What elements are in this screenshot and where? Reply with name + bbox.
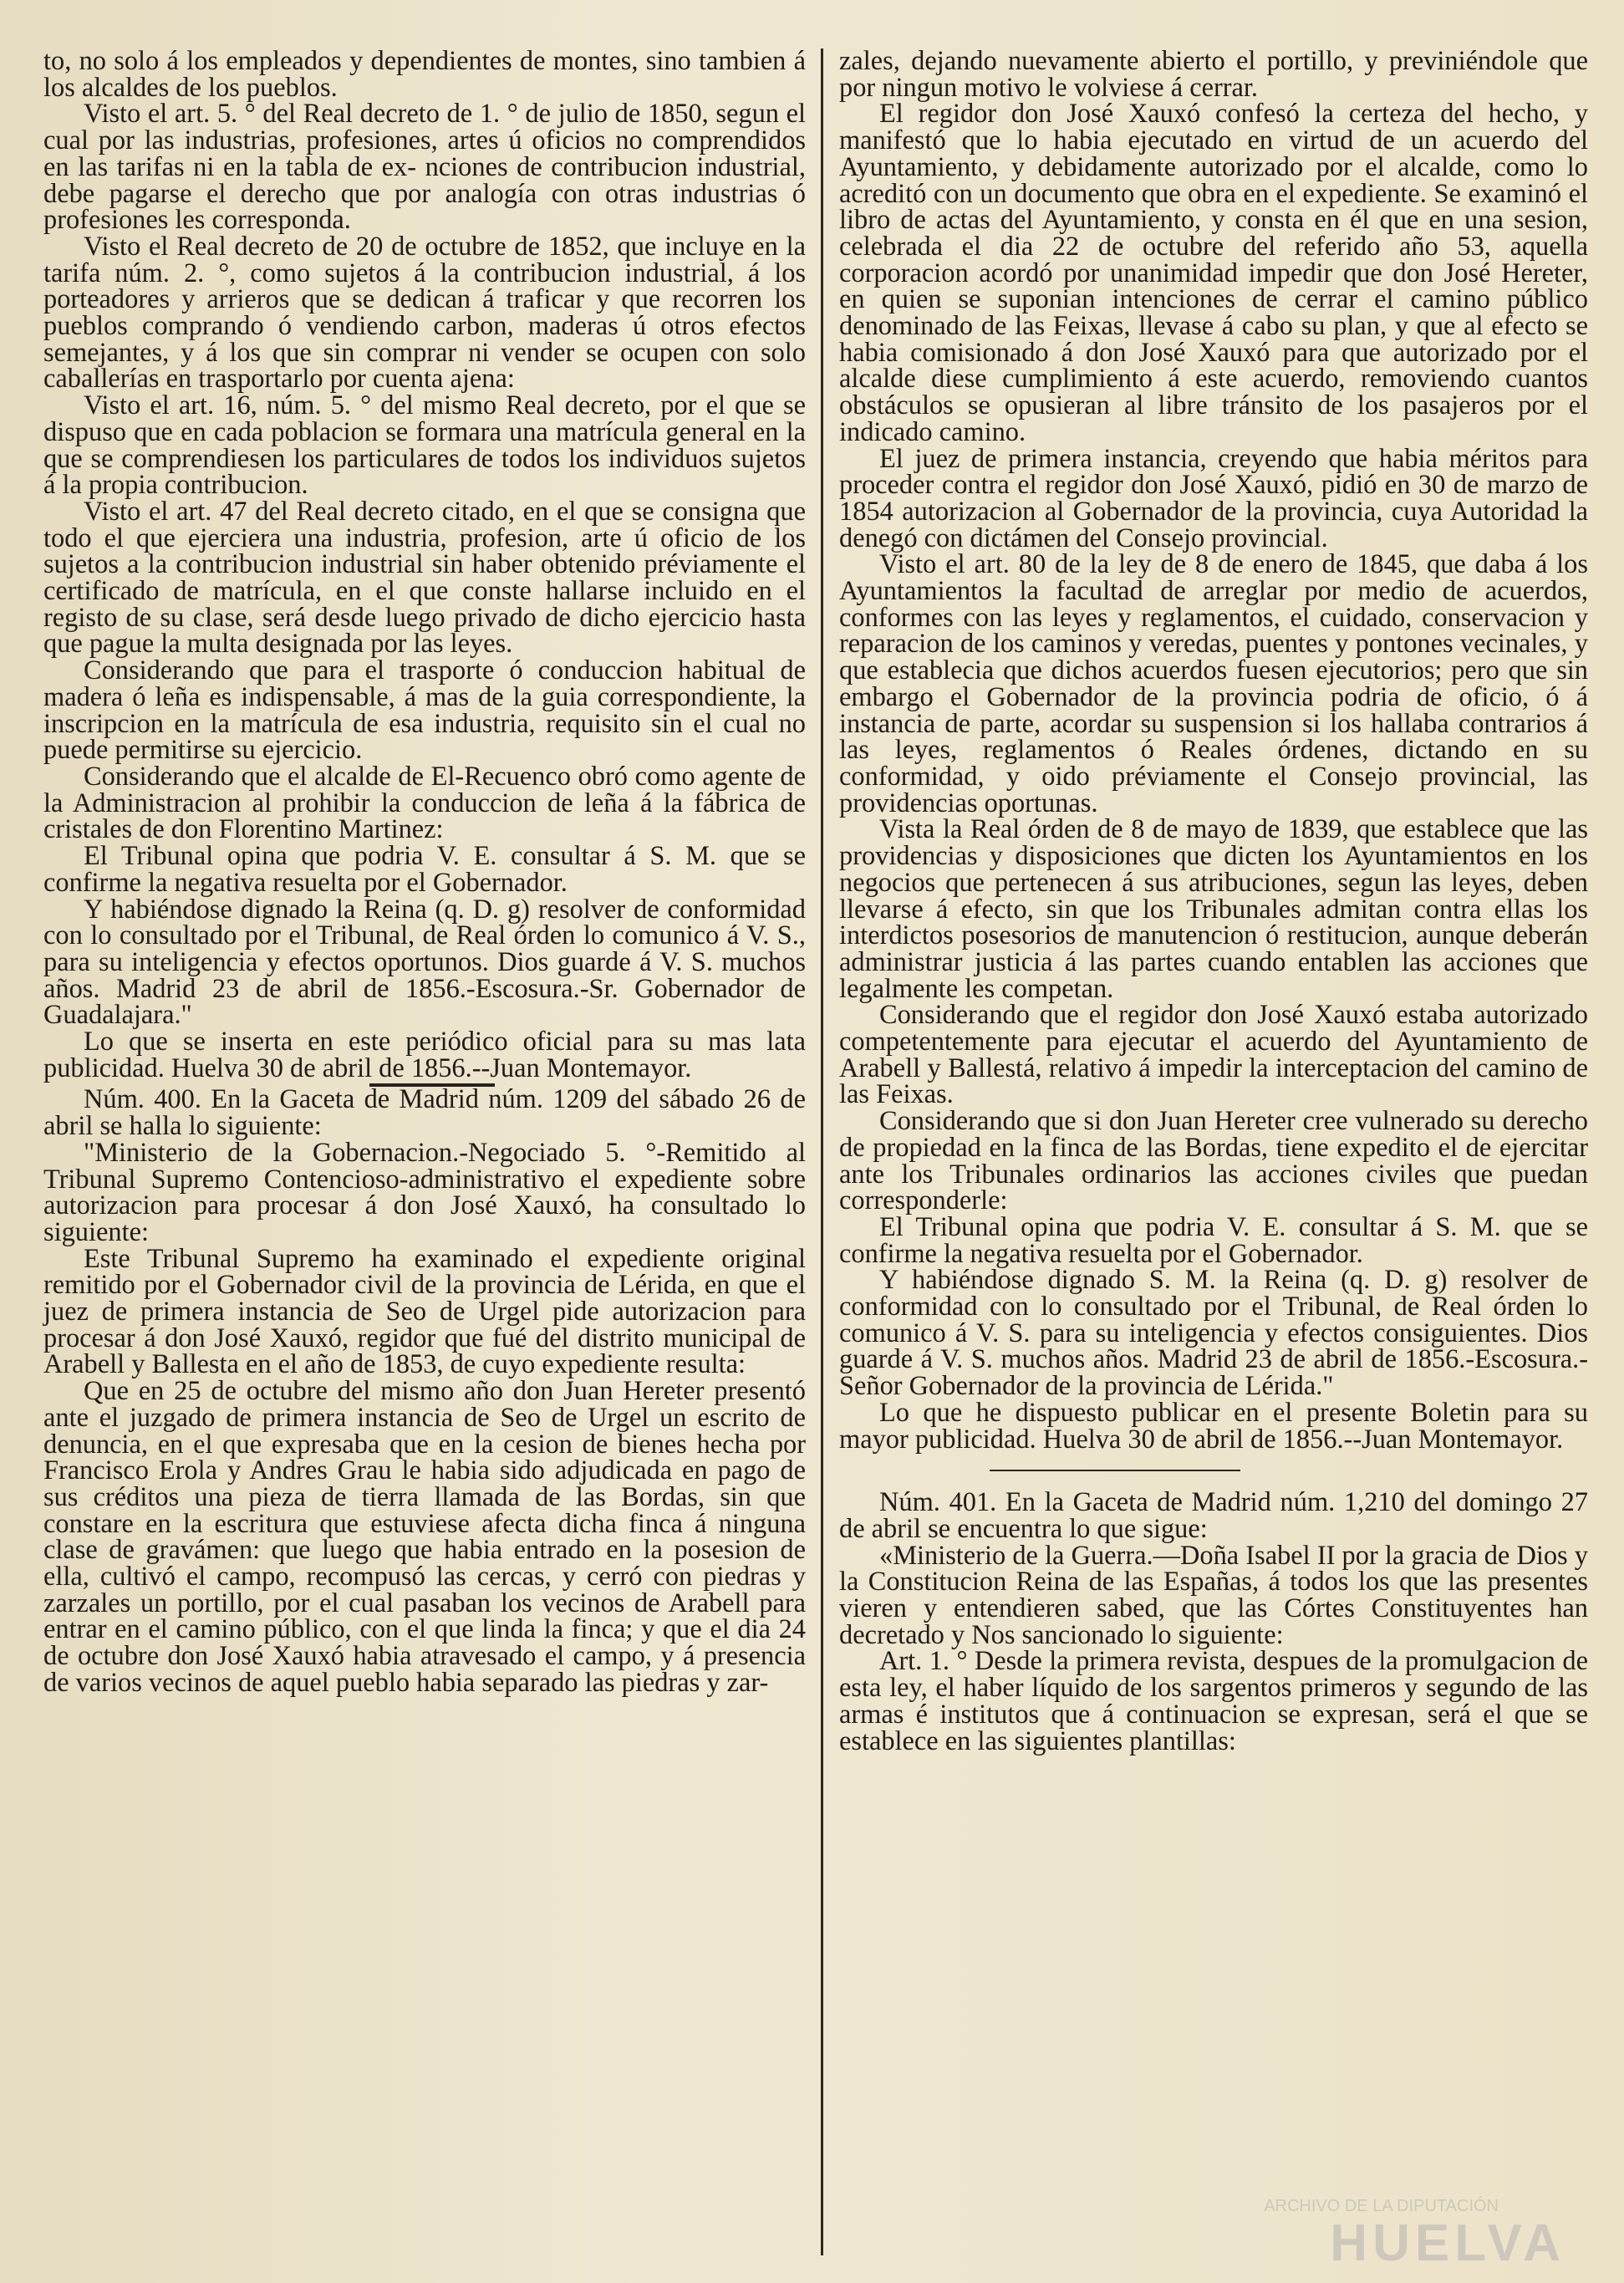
paragraph: "Ministerio de la Gobernacion.-Negociado 5. °-Remitido al Tribunal Supremo Contencioso-administrativo el expediente sobre autorizacion para procesar á don José Xauxó, ha consultado lo siguiente: — [43, 1137, 806, 1247]
paragraph: Y habiéndose dignado S. M. la Reina (q. D. g) resolver de conformidad con lo consultado por el Tribunal, de Real órden lo comunico á V. S. para su inteligencia y efectos consiguientes. Dios guarde á V. S. muchos años. Madrid 23 de abril de 1856.-Escosura.-Señor Gobernador de la provincia de Lérida." — [839, 1265, 1588, 1402]
paragraph: zales, dejando nuevamente abierto el portillo, y previniéndole que por ningun motivo le volviese á cerrar. — [839, 46, 1588, 103]
paragraph: El Tribunal opina que podria V. E. consultar á S. M. que se confirme la negativa resuelta por el Gobernador. — [43, 841, 806, 898]
paragraph: Considerando que el regidor don José Xauxó estaba autorizado competentemente para ejecutar el acuerdo del Ayuntamiento de Arabell y Ballestá, relativo á impedir la interceptacion del camino de las Feixas. — [839, 1000, 1588, 1110]
left-column — [43, 48, 806, 2245]
paragraph: Considerando que si don Juan Hereter cree vulnerado su derecho de propiedad en la finca de las Bordas, tiene expedito el de ejercitar ante los Tribunales ordinarios las acciones civiles que puedan corresponderle: — [839, 1106, 1588, 1216]
paragraph: Art. 1. ° Desde la primera revista, despues de la promulgacion de esta ley, el haber líquido de los sargentos primeros y segundo de las armas é institutos que á continuacion se expresan, será el que se establece en las siguientes plantillas: — [839, 1646, 1588, 1756]
paragraph: El juez de primera instancia, creyendo que habia méritos para proceder contra el regidor don José Xauxó, pidió en 30 de marzo de 1854 autorizacion al Gobernador de la provincia, cuya Autoridad la denegó con dictámen del Consejo provincial. — [839, 443, 1588, 553]
section-heading-401: Núm. 401. En la Gaceta de Madrid núm. 1,210 del domingo 27 de abril se encuentra lo que sigue: — [839, 1487, 1588, 1544]
paragraph: Que en 25 de octubre del mismo año don Juan Hereter presentó ante el juzgado de primera instancia de Seo de Urgel un escrito de denuncia, en el que expresaba que en la cesion de bienes hecha por Francisco Erola y Andres Grau le habia sido adjudicada en pago de sus créditos una pieza de tierra llamada de las Bordas, sin que constare en la escritura que estuviese afecta dicha finca á ninguna clase de gravámen: que luego que habia entrado en la posesion de ella, cultivó el campo, recompusó las cercas, y cerró con piedras y zarzales un portillo, por el cual pasaban los vecinos de Arabell para entrar en el camino público, con el que linda la finca; y que el dia 24 de octubre don José Xauxó habia atravesado el campo, y á presencia de varios vecinos de aquel pueblo habia separado las piedras y zar- — [43, 1376, 806, 1698]
paragraph: El regidor don José Xauxó confesó la certeza del hecho, y manifestó que lo habia ejecutado en virtud de un acuerdo del Ayuntamiento, y debidamente autorizado por el alcalde, como lo acreditó con un documento que obra en el expediente. Se examinó el libro de actas del Ayuntamiento, y consta en él que en una sesion, celebrada el dia 22 de octubre del referido año 53, aquella corporacion acordó por unanimidad impedir que don José Hereter, en quien se suponian intenciones de cerrar el camino público denominado de las Feixas, llevase á cabo su plan, y que al efecto se habia comisionado á don José Xauxó para que autorizado por el alcalde diese cumplimiento á este acuerdo, removiendo cuantos obstáculos se opusieran al libre tránsito de los pasajeros por el indicado camino. — [839, 99, 1588, 447]
paragraph: «Ministerio de la Guerra.—Doña Isabel II por la gracia de Dios y la Constitucion Reina de las Españas, á todos los que las presentes vieren y entendieren sabed, que las Córtes Constituyentes han decretado y Nos sancionado lo siguiente: — [839, 1540, 1588, 1650]
paragraph: Este Tribunal Supremo ha examinado el expediente original remitido por el Gobernador civil de la provincia de Lérida, en que el juez de primera instancia de Seo de Urgel pide autorizacion para procesar á don José Xauxó, regidor que fué del distrito municipal de Arabell y Ballesta en el año de 1853, de cuyo expediente resulta: — [43, 1243, 806, 1380]
paragraph: Lo que se inserta en este periódico oficial para su mas lata publicidad. Huelva 30 de abril de 1856.--Juan Montemayor. — [43, 1027, 806, 1083]
paragraph: Considerando que el alcalde de El-Recuenco obró como agente de la Administracion al prohibir la conduccion de leña á la fábrica de cristales de don Florentino Martinez: — [43, 761, 806, 845]
paragraph: Visto el art. 16, núm. 5. ° del mismo Real decreto, por el que se dispuso que en cada poblacion se formara una matrícula general en la que se comprendiesen los particulares de todos los individuos sujetos á la propia contribucion. — [43, 390, 806, 501]
section-divider — [990, 1470, 1240, 1471]
paragraph: Visto el art. 47 del Real decreto citado, en el que se consigna que todo el que ejerciera una industria, profesion, arte ú oficio de los sujetos a la contribucion industrial sin haber obtenido préviamente el certificado de matrícula, en el que conste hallarse incluido en el registo de su clase, será desde luego privado de dicho ejercicio hasta que pague la multa designada por las leyes. — [43, 496, 806, 660]
column-rule — [821, 48, 823, 2255]
paragraph: El Tribunal opina que podria V. E. consultar á S. M. que se confirme la negativa resuelta por el Gobernador. — [839, 1211, 1588, 1269]
paragraph: Visto el art. 5. ° del Real decreto de 1. ° de julio de 1850, segun el cual por las industrias, profesiones, artes ú oficios no comprendidos en las tarifas ni en la tabla de ex‑ nciones de contribucion industrial, debe pagarse el derecho que por analogía con otras industrias ó profesiones les corresponda. — [43, 99, 806, 236]
paragraph: to, no solo á los empleados y dependientes de montes, sino tambien á los alcaldes de los pueblos. — [43, 46, 806, 103]
paragraph: Visto el Real decreto de 20 de octubre de 1852, que incluye en la tarifa núm. 2. °, como sujetos á la contribucion industrial, á los porteadores y arrieros que se dedican á traficar y que recorren los pueblos comprando ó vendiendo carbon, maderas ú otros efectos semejantes, y á los que sin comprar ni vender se ocupen con solo caballerías en trasportarlo por cuenta ajena: — [43, 231, 806, 395]
paragraph: Y habiéndose dignado la Reina (q. D. g) resolver de conformidad con lo consultado por el Tribunal, de Real órden lo comunico á V. S., para su inteligencia y efectos oportunos. Dios guarde á V. S. muchos años. Madrid 23 de abril de 1856.-Escosura.-Sr. Gobernador de Guadalajara." — [43, 894, 806, 1031]
archive-watermark-caption: ARCHIVO DE LA DIPUTACIÓN — [1264, 2197, 1499, 2215]
paragraph: Considerando que para el trasporte ó conduccion habitual de madera ó leña es indispensable, á mas de la guia correspondiente, la inscripcion en la matrícula de esa industria, requisito sin el cual no puede permitirse su ejercicio. — [43, 655, 806, 766]
paragraph: Visto el art. 80 de la ley de 8 de enero de 1845, que daba á los Ayuntamientos la facultad de arreglar por medio de acuerdos, conformes con las leyes y reglamentos, el cuidado, conservacion y reparacion de los caminos y veredas, puentes y pontones vecinales, y que establecia que dichos acuerdos fuesen ejecutorios; pero que sin embargo el Gobernador de la provincia podria de oficio, ó á instancia de parte, acordar su suspension si los hallaba contrarios á las leyes, reglamentos ó Reales órdenes, dictando en su conformidad, y oido préviamente el Consejo provincial, las providencias oportunas. — [839, 549, 1588, 818]
paragraph: Vista la Real órden de 8 de mayo de 1839, que establece que las providencias y disposiciones que dicten los Ayuntamientos en los negocios que pertenecen á sus atribuciones, segun las leyes, deben llevarse á efecto, sin que los Tribunales admitan contra ellas los interdictos posesorios de manutencion ó restitucion, aunque deberán administrar justicia á las partes cuando entablen las acciones que legalmente les competan. — [839, 814, 1588, 1004]
section-heading-400: Núm. 400. En la Gaceta de Madrid núm. 1209 del sábado 26 de abril se halla lo siguiente: — [43, 1084, 806, 1142]
paragraph: Lo que he dispuesto publicar en el presente Boletin para su mayor publicidad. Huelva 30 de abril de 1856.--Juan Montemayor. — [839, 1397, 1588, 1455]
archive-watermark: HUELVA — [1330, 2214, 1565, 2272]
right-column — [839, 48, 1588, 2245]
